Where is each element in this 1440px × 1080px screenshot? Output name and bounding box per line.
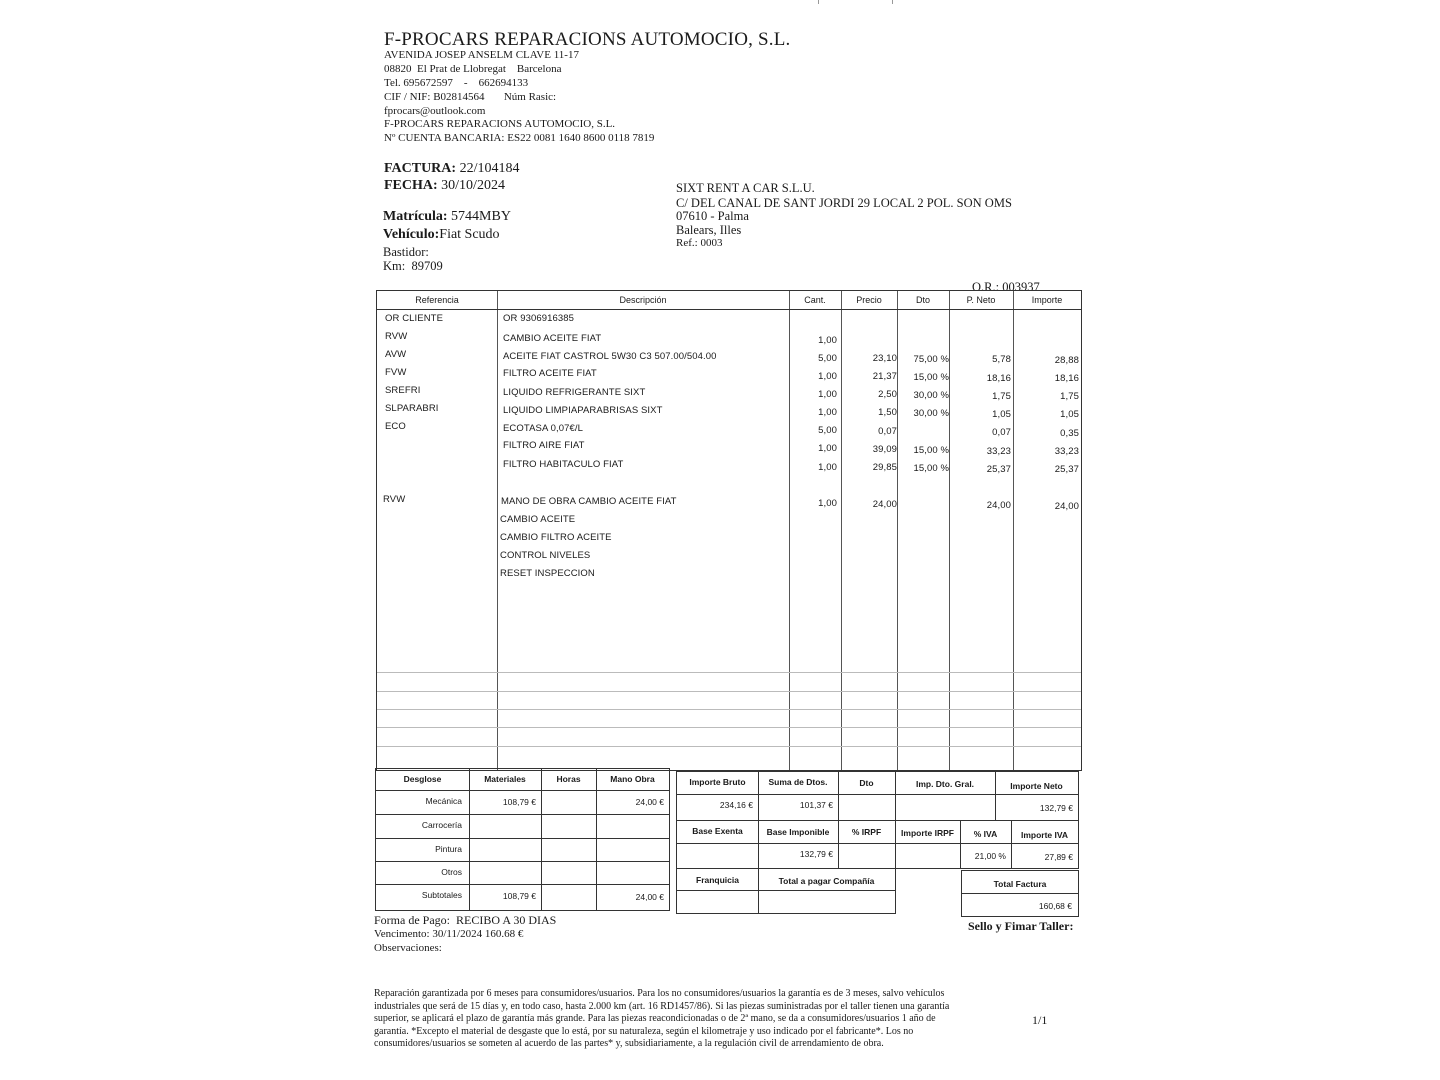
table-row-cant: 5,00 (818, 353, 837, 364)
table-row-cant: 1,00 (818, 443, 837, 454)
km-value: 89709 (411, 259, 443, 273)
table-row-ref: SREFRI (385, 385, 421, 396)
total-factura-value: 160,68 € (1038, 901, 1072, 911)
scan-edge-mark (818, 0, 819, 4)
bank-label: Nº CUENTA BANCARIA: (384, 132, 505, 144)
factura-line (384, 161, 519, 177)
header-cant: Cant. (789, 291, 841, 310)
table-row-desc: CAMBIO ACEITE (500, 514, 576, 525)
iva-pct-value: 21,00 % (974, 851, 1006, 861)
table-row-neto: 24,00 (986, 500, 1011, 511)
base-imponible-header: Base Imponible (766, 827, 830, 837)
fecha-line (384, 178, 505, 194)
desglose-row-label: Otros (441, 867, 462, 877)
dto-header: Dto (859, 778, 874, 788)
table-row-desc: LIQUIDO REFRIGERANTE SIXT (503, 387, 646, 398)
desglose-row-mano: 24,00 € (635, 892, 664, 902)
cif-value: B02814564 (433, 91, 485, 103)
franquicia-header: Franquicia (696, 875, 739, 885)
table-row-cant: 1,00 (818, 462, 837, 473)
factura-label: FACTURA: (384, 161, 457, 176)
vehiculo-label: Vehículo: (383, 227, 440, 242)
table-row-desc: OR 9306916385 (503, 313, 575, 324)
iva-pct-header: % IVA (973, 829, 998, 839)
desglose-row-materiales: 108,79 € (502, 891, 536, 901)
forma-pago-line (374, 913, 556, 928)
table-row-importe: 1,05 (1060, 409, 1079, 420)
matricula-label: Matrícula: (383, 209, 448, 224)
table-row-neto: 5,78 (992, 354, 1011, 365)
importe-iva-value: 27,89 € (1044, 852, 1073, 862)
importe-neto-header: Importe Neto (1010, 781, 1063, 791)
importe-iva-header: Importe IVA (1020, 830, 1069, 840)
table-row-importe: 1,75 (1060, 391, 1079, 402)
company-bank-line (384, 132, 654, 146)
suma-dtos-header: Suma de Dtos. (768, 777, 828, 787)
km-label: Km: (383, 259, 406, 273)
table-row-desc: ECOTASA 0,07€/L (503, 423, 584, 434)
table-row-desc: CAMBIO ACEITE FIAT (503, 333, 602, 344)
bank-value: ES22 0081 1640 8600 0118 7819 (507, 132, 655, 144)
header-descripcion: Descripción (497, 291, 789, 310)
table-row-importe: 28,88 (1054, 355, 1079, 366)
table-row-dto: 30,00 % (913, 408, 949, 419)
base-exenta-header: Base Exenta (692, 826, 743, 836)
mano-obra-header: Mano Obra (610, 774, 655, 784)
company-postal-line (384, 63, 561, 77)
table-row-desc: FILTRO HABITACULO FIAT (503, 459, 624, 470)
table-row-desc: FILTRO AIRE FIAT (503, 440, 585, 451)
company-address: AVENIDA JOSEP ANSELM CLAVE 11-17 (384, 49, 579, 61)
client-region: Balears, Illes (676, 223, 742, 237)
table-row-precio: 0,07 (878, 426, 897, 437)
client-ref-line (676, 237, 722, 251)
company-name: F-PROCARS REPARACIONS AUTOMOCIO, S.L. (384, 29, 791, 50)
header-precio: Precio (841, 291, 897, 310)
items-table (376, 290, 1082, 771)
table-row-importe: 24,00 (1054, 501, 1079, 512)
company-cif-line (384, 91, 556, 105)
header-neto: P. Neto (949, 291, 1013, 310)
forma-pago-value: RECIBO A 30 DIAS (456, 913, 557, 927)
table-row-precio: 1,50 (878, 407, 897, 418)
footer-line: superior, se aplicará el plazo de garantía más grande. Para las piezas reacondicionadas o de 2ª mano, se da a consumidores/usuarios 1 año de (374, 1013, 936, 1025)
sello-label: Sello y Fimar Taller: (968, 919, 1074, 933)
factura-number: 22/104184 (459, 161, 520, 176)
desglose-row-materiales: 108,79 € (502, 797, 536, 807)
table-row-desc: RESET INSPECCION (500, 568, 595, 579)
cif-label: CIF / NIF: (384, 91, 431, 103)
footer-line: consumidores/usuarios se someten al acuerdo de las partes* y, subsidiariamente, a la regulación civil de arrendamiento de obra. (374, 1038, 884, 1050)
client-address: C/ DEL CANAL DE SANT JORDI 29 LOCAL 2 POL. SON OMS (676, 196, 1012, 210)
table-row-ref: OR CLIENTE (385, 313, 444, 324)
header-dto: Dto (897, 291, 949, 310)
footer-line: industriales que será de 15 días y, en todo caso, hasta 2.000 km (art. 16 RD1457/86). Si las piezas suministradas por el taller tienen una garantía (374, 1000, 950, 1012)
table-row-ref: FVW (385, 367, 407, 378)
phone-1: 695672597 (403, 77, 453, 89)
company-name-repeat: F-PROCARS REPARACIONS AUTOMOCIO, S.L. (384, 118, 616, 130)
totals-row1 (676, 771, 1079, 821)
company-city: El Prat de Llobregat (417, 63, 506, 75)
table-row-cant: 1,00 (818, 335, 837, 346)
desglose-row-label: Pintura (435, 844, 462, 854)
importe-bruto-header: Importe Bruto (689, 777, 746, 787)
vehiculo-value: Fiat Scudo (439, 227, 500, 242)
table-row-dto: 15,00 % (913, 463, 949, 474)
company-postal: 08820 (384, 63, 412, 75)
table-row-ref: AVW (385, 349, 407, 360)
table-row-desc: MANO DE OBRA CAMBIO ACEITE FIAT (501, 496, 677, 507)
table-row-neto: 1,75 (992, 391, 1011, 402)
or-value: 003937 (1002, 280, 1040, 294)
total-pagar-header: Total a pagar Compañía (778, 876, 875, 886)
fecha-value: 30/10/2024 (441, 178, 505, 193)
suma-dtos-value: 101,37 € (799, 800, 833, 810)
page-number: 1/1 (1032, 1013, 1048, 1027)
client-ref-label: Ref.: (676, 237, 698, 249)
desglose-row-mano: 24,00 € (635, 797, 664, 807)
total-factura-header: Total Factura (993, 879, 1047, 889)
or-label: O.R.: (972, 280, 1000, 294)
matricula-line (383, 209, 511, 225)
table-row-cant: 5,00 (818, 425, 837, 436)
km-line (383, 259, 443, 274)
importe-irpf-header: Importe IRPF (901, 828, 954, 838)
base-imponible-value: 132,79 € (799, 849, 833, 859)
franquicia-table (676, 868, 896, 914)
table-row-precio: 24,00 (872, 499, 897, 510)
company-phone-line (384, 77, 528, 91)
table-row-cant: 1,00 (818, 498, 837, 509)
materiales-header: Materiales (484, 774, 526, 784)
table-row-ref: ECO (385, 421, 406, 432)
table-row-precio: 39,09 (872, 444, 897, 455)
table-row-desc: CAMBIO FILTRO ACEITE (500, 532, 612, 543)
client-name: SIXT RENT A CAR S.L.U. (676, 181, 815, 195)
table-row-desc: LIQUIDO LIMPIAPARABRISAS SIXT (503, 405, 663, 416)
desglose-header: Desglose (403, 774, 442, 784)
desglose-row-label: Mecánica (425, 796, 462, 806)
desglose-row-label: Carrocería (421, 820, 462, 830)
table-row-importe: 33,23 (1054, 446, 1079, 457)
table-row-importe: 18,16 (1054, 373, 1079, 384)
scan-edge-mark (892, 0, 893, 4)
table-row-cant: 1,00 (818, 371, 837, 382)
table-row-precio: 2,50 (878, 389, 897, 400)
rasic-label: Núm Rasic: (503, 91, 557, 103)
table-row-neto: 25,37 (986, 464, 1011, 475)
phone-label: Tel. (384, 77, 401, 89)
footer-legal (374, 988, 949, 1051)
company-email: fprocars@outlook.com (384, 105, 486, 117)
table-row-dto: 15,00 % (913, 372, 949, 383)
table-row-importe: 25,37 (1054, 464, 1079, 475)
vencimiento-label: Vencimento: (374, 928, 430, 940)
bastidor-label: Bastidor: (383, 245, 429, 259)
phone-2: 662694133 (478, 77, 529, 89)
imp-dto-gral-header: Imp. Dto. Gral. (915, 779, 975, 789)
forma-pago-label: Forma de Pago: (374, 913, 450, 927)
totals-row2 (676, 820, 1079, 869)
vehiculo-line (383, 227, 500, 243)
client-postal-city: 07610 - Palma (676, 209, 749, 223)
table-row-neto: 33,23 (986, 446, 1011, 457)
importe-neto-value: 132,79 € (1039, 803, 1073, 813)
table-row-dto: 75,00 % (913, 354, 949, 365)
company-province: Barcelona (516, 63, 562, 75)
phone-sep: - (463, 77, 468, 89)
horas-header: Horas (556, 774, 581, 784)
table-row-ref: RVW (385, 331, 408, 342)
observaciones-label: Observaciones: (374, 942, 442, 954)
table-row-precio: 21,37 (872, 371, 897, 382)
table-row-neto: 1,05 (992, 409, 1011, 420)
matricula-value: 5744MBY (451, 209, 511, 224)
table-row-desc: CONTROL NIVELES (500, 550, 591, 561)
desglose-table (375, 768, 670, 911)
footer-line: Reparación garantizada por 6 meses para consumidores/usuarios. Para los no consumidores/usuarios la garantía es de 3 meses, salvo vehículos (374, 988, 945, 999)
footer-line: garantía. *Excepto el material de desgaste que lo está, por su naturaleza, según el kilometraje y uso indicado por el fabricante*. Los no (374, 1025, 914, 1037)
table-row-precio: 23,10 (872, 353, 897, 364)
header-referencia: Referencia (377, 291, 497, 310)
table-row-cant: 1,00 (818, 389, 837, 400)
client-ref-value: 0003 (700, 237, 723, 249)
vencimiento-line (374, 928, 523, 940)
table-row-dto: 15,00 % (913, 445, 949, 456)
vencimiento-value: 30/11/2024 160.68 € (432, 928, 524, 940)
table-row-precio: 29,85 (872, 462, 897, 473)
header-importe: Importe (1013, 291, 1081, 310)
table-row-desc: FILTRO ACEITE FIAT (503, 368, 597, 379)
total-factura-table (961, 870, 1079, 917)
table-row-desc: ACEITE FIAT CASTROL 5W30 C3 507.00/504.00 (503, 351, 717, 362)
table-row-dto: 30,00 % (913, 390, 949, 401)
table-row-neto: 0,07 (992, 427, 1011, 438)
table-row-neto: 18,16 (986, 373, 1011, 384)
table-row-ref: SLPARABRI (385, 403, 439, 414)
irpf-pct-header: % IRPF (851, 827, 882, 837)
table-row-cant: 1,00 (818, 407, 837, 418)
desglose-row-label: Subtotales (421, 890, 462, 900)
table-row-importe: 0,35 (1060, 428, 1079, 439)
fecha-label: FECHA: (384, 178, 438, 193)
importe-bruto-value: 234,16 € (719, 800, 753, 810)
table-row-ref: RVW (383, 494, 406, 505)
